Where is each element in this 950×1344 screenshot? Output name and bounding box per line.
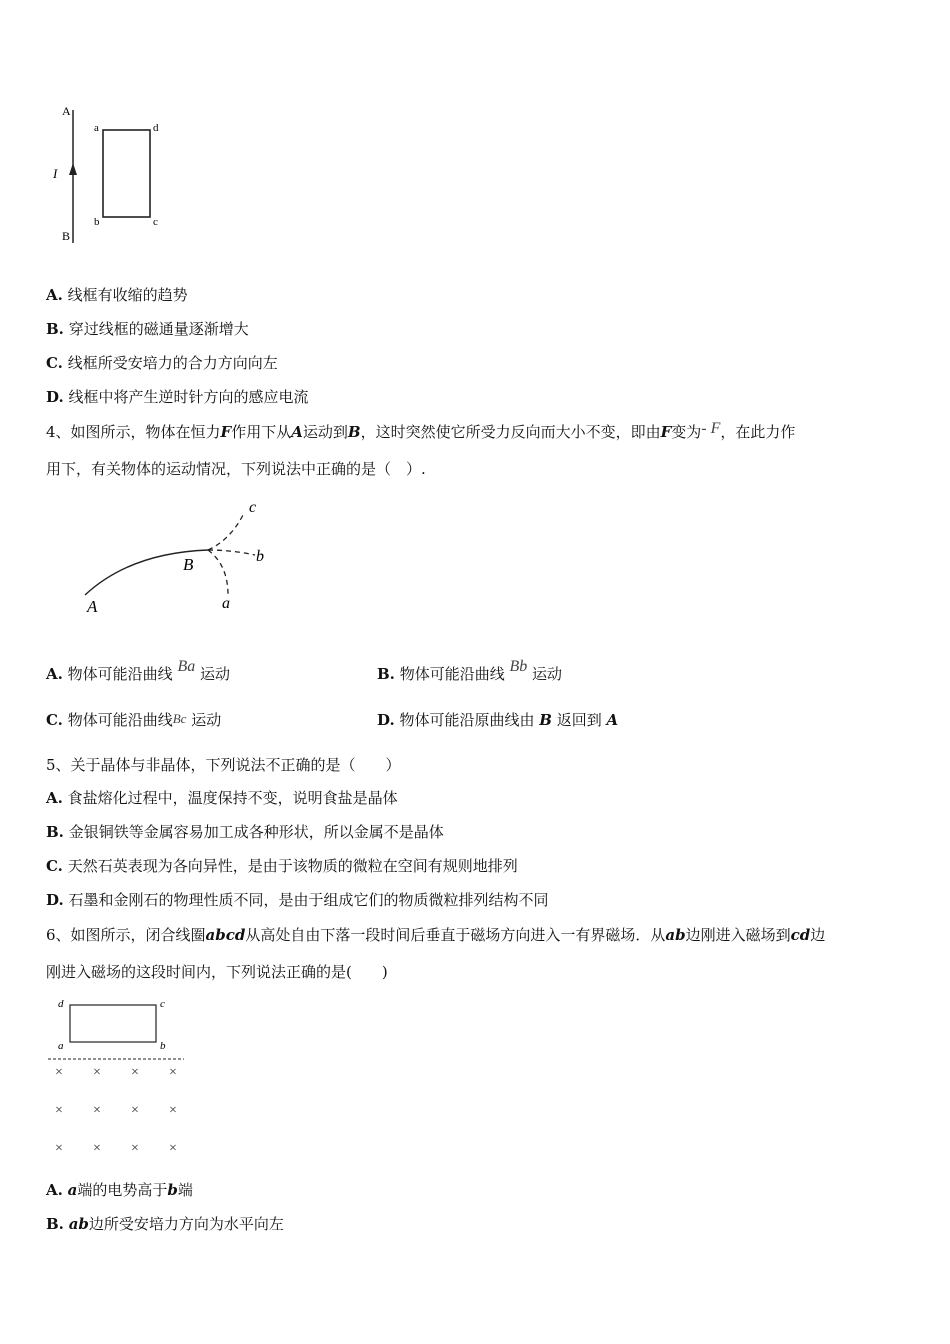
label-B: B	[183, 555, 194, 574]
q3-option-a	[46, 285, 188, 305]
cross: ×	[93, 1103, 101, 1118]
option-text: 穿过线框的磁通量逐渐增大	[68, 320, 249, 338]
label-c: c	[249, 499, 257, 516]
option-letter: A.	[46, 665, 63, 683]
option-letter: B.	[377, 665, 395, 683]
option-letter: C.	[46, 354, 63, 372]
option-text: 金银铜铁等金属容易加工成各种形状，所以金属不是晶体	[68, 823, 444, 841]
option-text: 物体可能沿原曲线由	[399, 711, 535, 729]
cross: ×	[131, 1103, 139, 1118]
cross: ×	[55, 1065, 63, 1080]
label-b: b	[94, 216, 100, 228]
stem-text: 从高处自由下落一段时间后垂直于磁场方向进入一有界磁场．从	[245, 926, 666, 944]
stem-text: 6、如图所示，闭合线圈	[46, 926, 206, 944]
option-text: 线框所受安培力的合力方向向左	[67, 354, 278, 372]
stem-text: ，在此力作	[720, 423, 796, 441]
label-d: d	[58, 998, 64, 1010]
option-text: 端	[177, 1181, 193, 1199]
option-text: 物体可能沿曲线	[67, 711, 173, 729]
stem-text: 边刚进入磁场到	[685, 926, 791, 944]
label-a: a	[94, 122, 99, 134]
q4-option-d	[377, 710, 618, 730]
q4-stem-line2: 用下，有关物体的运动情况，下列说法中正确的是（ ）.	[46, 460, 426, 478]
var-b: b	[167, 1181, 178, 1199]
curve-symbol: Bb	[509, 658, 528, 675]
wire-loop-figure	[46, 95, 176, 250]
option-text: 运动	[191, 711, 222, 729]
curve-symbol: Bc	[172, 711, 187, 726]
option-text: 天然石英表现为各向异性，是由于该物质的微粒在空间有规则地排列	[67, 857, 518, 875]
option-letter: A.	[46, 1181, 63, 1199]
cross: ×	[93, 1065, 101, 1080]
label-B: B	[62, 229, 71, 243]
branch-b	[208, 550, 255, 555]
q4-option-a	[46, 658, 231, 685]
curve-symbol: Ba	[177, 658, 196, 675]
cross: ×	[169, 1065, 177, 1080]
var-A: A	[606, 711, 619, 729]
q6-option-b	[46, 1214, 284, 1234]
stem-text: 作用下从	[231, 423, 292, 441]
label-b: b	[256, 548, 264, 565]
q6-stem-line1	[46, 925, 825, 945]
var-B: B	[347, 423, 361, 441]
cross: ×	[169, 1141, 177, 1156]
q5-option-b	[46, 822, 444, 842]
cross: ×	[93, 1141, 101, 1156]
label-A: A	[87, 597, 98, 616]
option-text: 线框中将产生逆时针方向的感应电流	[68, 388, 309, 406]
option-letter: B.	[46, 1215, 64, 1233]
stem-text: 4、如图所示，物体在恒力	[46, 423, 221, 441]
trajectory-figure	[60, 495, 290, 620]
label-A: A	[62, 104, 71, 118]
option-text: 运动	[532, 665, 563, 683]
cross: ×	[55, 1103, 63, 1118]
branch-c	[208, 515, 243, 550]
option-text: 线框有收缩的趋势	[67, 286, 188, 304]
option-text: 运动	[200, 665, 231, 683]
label-I: I	[53, 166, 58, 181]
option-letter: D.	[377, 711, 395, 729]
option-text: 食盐熔化过程中，温度保持不变，说明食盐是晶体	[67, 789, 398, 807]
current-arrow	[69, 163, 77, 175]
q5-stem: 5、关于晶体与非晶体，下列说法不正确的是（ ）	[46, 756, 401, 774]
option-letter: C.	[46, 857, 63, 875]
q3-option-b	[46, 319, 249, 339]
label-b: b	[160, 1040, 166, 1052]
cross: ×	[131, 1141, 139, 1156]
q3-option-c	[46, 353, 278, 373]
field-crosses	[55, 1065, 177, 1156]
coil-rect	[70, 1005, 156, 1042]
stem-text: ，这时突然使它所受力反向而大小不变，即由	[360, 423, 661, 441]
var-F: F	[220, 423, 232, 441]
option-text: 石墨和金刚石的物理性质不同，是由于组成它们的物质微粒排列结构不同	[68, 891, 549, 909]
option-text: 物体可能沿曲线	[399, 665, 505, 683]
var-a: a	[67, 1181, 78, 1199]
var-ab: ab	[665, 926, 686, 944]
label-c: c	[160, 998, 165, 1010]
option-letter: C.	[46, 711, 63, 729]
magnetic-field-figure	[46, 995, 191, 1160]
q5-option-c	[46, 856, 518, 876]
cross: ×	[55, 1141, 63, 1156]
option-letter: D.	[46, 891, 64, 909]
q5-option-a	[46, 788, 398, 808]
option-text: 边所受安培力方向为水平向左	[88, 1215, 284, 1233]
var-abcd: abcd	[205, 926, 246, 944]
cross: ×	[131, 1065, 139, 1080]
cross: ×	[169, 1103, 177, 1118]
label-a: a	[58, 1040, 64, 1052]
option-letter: B.	[46, 823, 64, 841]
var-cd: cd	[790, 926, 811, 944]
stem-text: 变为	[671, 423, 702, 441]
label-d: d	[153, 122, 159, 134]
q5-option-d	[46, 890, 549, 910]
loop-rect	[103, 130, 150, 217]
option-text: 返回到	[556, 711, 602, 729]
stem-text: 边	[810, 926, 826, 944]
var-F: F	[660, 423, 672, 441]
branch-a	[208, 550, 228, 595]
q6-stem-line2: 刚进入磁场的这段时间内，下列说法正确的是( )	[46, 963, 388, 981]
option-text: 物体可能沿曲线	[67, 665, 173, 683]
option-letter: B.	[46, 320, 64, 338]
stem-text: 运动到	[302, 423, 348, 441]
q6-option-a	[46, 1180, 193, 1200]
option-letter: A.	[46, 286, 63, 304]
q4-option-b	[377, 658, 563, 685]
neg-F-symbol: - F	[701, 420, 721, 437]
q4-stem-line1	[46, 422, 795, 443]
q4-option-c	[46, 710, 221, 731]
label-a: a	[222, 595, 230, 612]
var-ab: ab	[68, 1215, 89, 1233]
option-text: 端的电势高于	[77, 1181, 168, 1199]
var-B: B	[539, 711, 552, 729]
label-c: c	[153, 216, 158, 228]
option-letter: D.	[46, 388, 64, 406]
option-letter: A.	[46, 789, 63, 807]
q3-option-d	[46, 387, 309, 407]
var-A: A	[291, 423, 303, 441]
